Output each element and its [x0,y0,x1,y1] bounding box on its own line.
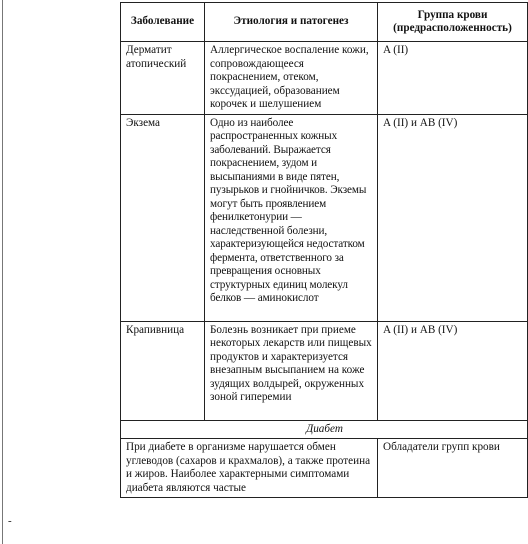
stray-mark: - [8,515,12,527]
table-row [121,439,528,498]
disease-table [120,2,528,498]
disease-cell: Крапивница [121,321,205,420]
blood-group-cell: A (II) и AB (IV) [378,114,528,321]
section-title: Диабет [121,420,528,439]
table-header-row [121,3,528,42]
diabetes-description: При диабете в организме нарушается обмен углеводов (сахаров и крахмалов), а также протеина и жиров. Наиболее характерными симптомами диабета являются частые [121,439,378,498]
table-row [121,114,528,321]
section-heading-row [121,420,528,439]
etiology-cell: Аллергическое воспаление кожи, сопровождающееся покраснением, отеком, экссудацией, образованием корочек и шелушением [205,42,378,115]
blood-group-cell: A (II) и AB (IV) [378,321,528,420]
header-blood-group: Группа крови (предрасположенность) [378,3,528,42]
disease-cell: Дерматит атопический [121,42,205,115]
table-row [121,321,528,420]
page-edge-line [2,0,3,544]
etiology-cell: Болезнь возникает при приеме некоторых лекарств или пищевых продуктов и характеризуется внезапным высыпанием на коже зудящих волдырей, окруженных зоной гиперемии [205,321,378,420]
disease-cell: Экзема [121,114,205,321]
blood-group-cell: A (II) [378,42,528,115]
table-row [121,42,528,115]
header-etiology: Этиология и патогенез [205,3,378,42]
blood-group-cell: Обладатели групп крови [378,439,528,498]
header-disease: Заболевание [121,3,205,42]
etiology-cell: Одно из наиболее распространенных кожных заболеваний. Выражается покраснением, зудом и высыпаниями в виде пятен, пузырьков и гнойничков. Экземы могут быть проявлением фенилкетонурии — наследственной болезни, характеризующейся недостатком фермента, ответственного за превращения основных структурных единиц молекул белков — аминокислот [205,114,378,321]
